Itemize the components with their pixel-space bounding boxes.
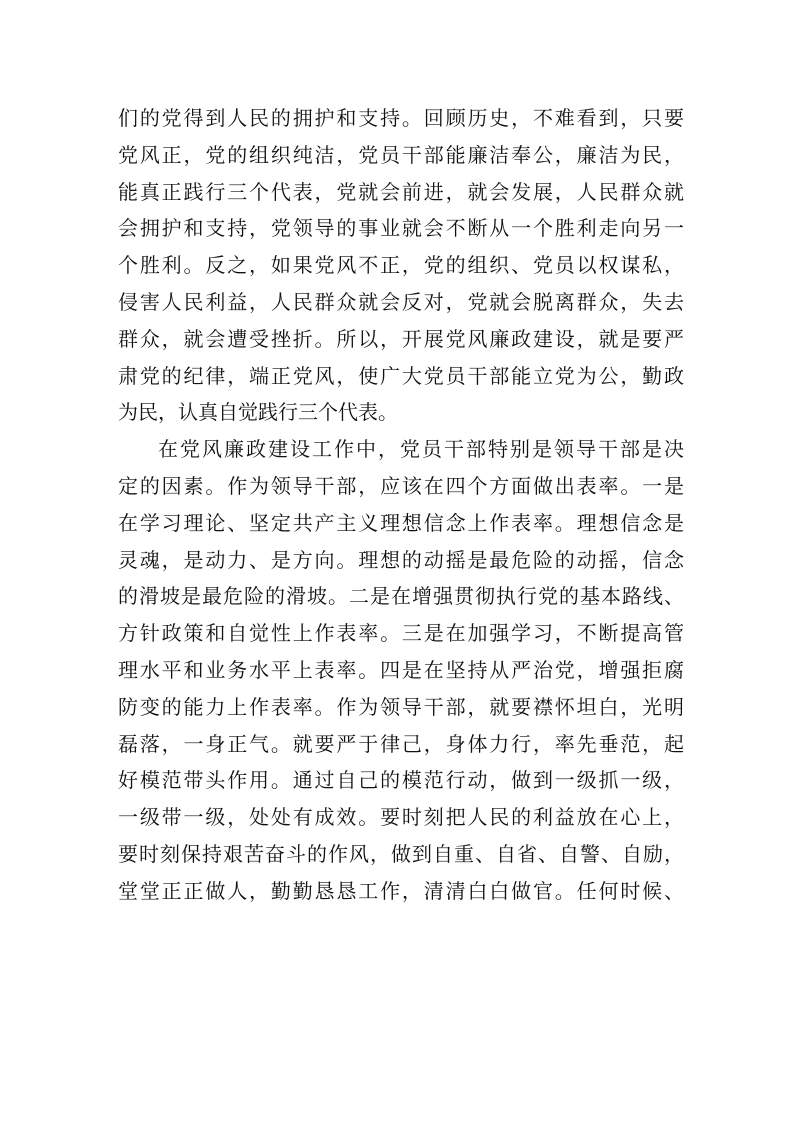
paragraph-1-line: 群众，就会遭受挫折。所以，开展党风廉政建设，就是要严 <box>118 326 684 351</box>
paragraph-2-first-line: 在党风廉政建设工作中，党员干部特别是领导干部是决 <box>158 437 684 462</box>
paragraph-1-line: 肃党的纪律，端正党风，使广大党员干部能立党为公，勤政 <box>118 363 684 388</box>
paragraph-1-line: 侵害人民利益，人民群众就会反对，党就会脱离群众，失去 <box>118 289 684 314</box>
paragraph-2-line: 好模范带头作用。通过自己的模范行动，做到一级抓一级， <box>118 768 684 793</box>
paragraph-2-line: 理水平和业务水平上表率。四是在坚持从严治党，增强拒腐 <box>118 657 684 682</box>
paragraph-1-line: 能真正践行三个代表，党就会前进，就会发展，人民群众就 <box>118 179 684 204</box>
paragraph-2-line: 灵魂，是动力、是方向。理想的动摇是最危险的动摇，信念 <box>118 547 684 572</box>
paragraph-2-line: 一级带一级，处处有成效。要时刻把人民的利益放在心上， <box>118 805 684 830</box>
paragraph-2-line: 在学习理论、坚定共产主义理想信念上作表率。理想信念是 <box>118 510 684 535</box>
paragraph-2-line: 堂堂正正做人，勤勤恳恳工作，清清白白做官。任何时候、 <box>118 878 684 903</box>
paragraph-1-line: 党风正，党的组织纯洁，党员干部能廉洁奉公，廉洁为民， <box>118 142 684 167</box>
paragraph-1-last-line: 为民，认真自觉践行三个代表。 <box>118 400 398 425</box>
paragraph-2-line: 定的因素。作为领导干部，应该在四个方面做出表率。一是 <box>118 473 684 498</box>
paragraph-1-line: 们的党得到人民的拥护和支持。回顾历史，不难看到，只要 <box>118 106 684 130</box>
paragraph-1-line: 个胜利。反之，如果党风不正，党的组织、党员以权谋私， <box>118 253 684 278</box>
paragraph-1-line: 会拥护和支持，党领导的事业就会不断从一个胜利走向另一 <box>118 216 684 241</box>
paragraph-2-line: 的滑坡是最危险的滑坡。二是在增强贯彻执行党的基本路线、 <box>118 584 684 609</box>
paragraph-2-line: 方针政策和自觉性上作表率。三是在加强学习，不断提高管 <box>118 621 684 646</box>
paragraph-2-line: 防变的能力上作表率。作为领导干部，就要襟怀坦白，光明 <box>118 694 684 719</box>
paragraph-2-line: 要时刻保持艰苦奋斗的作风，做到自重、自省、自警、自励， <box>118 841 684 866</box>
document-body <box>118 100 684 910</box>
paragraph-2-line: 磊落，一身正气。就要严于律己，身体力行，率先垂范，起 <box>118 731 684 756</box>
